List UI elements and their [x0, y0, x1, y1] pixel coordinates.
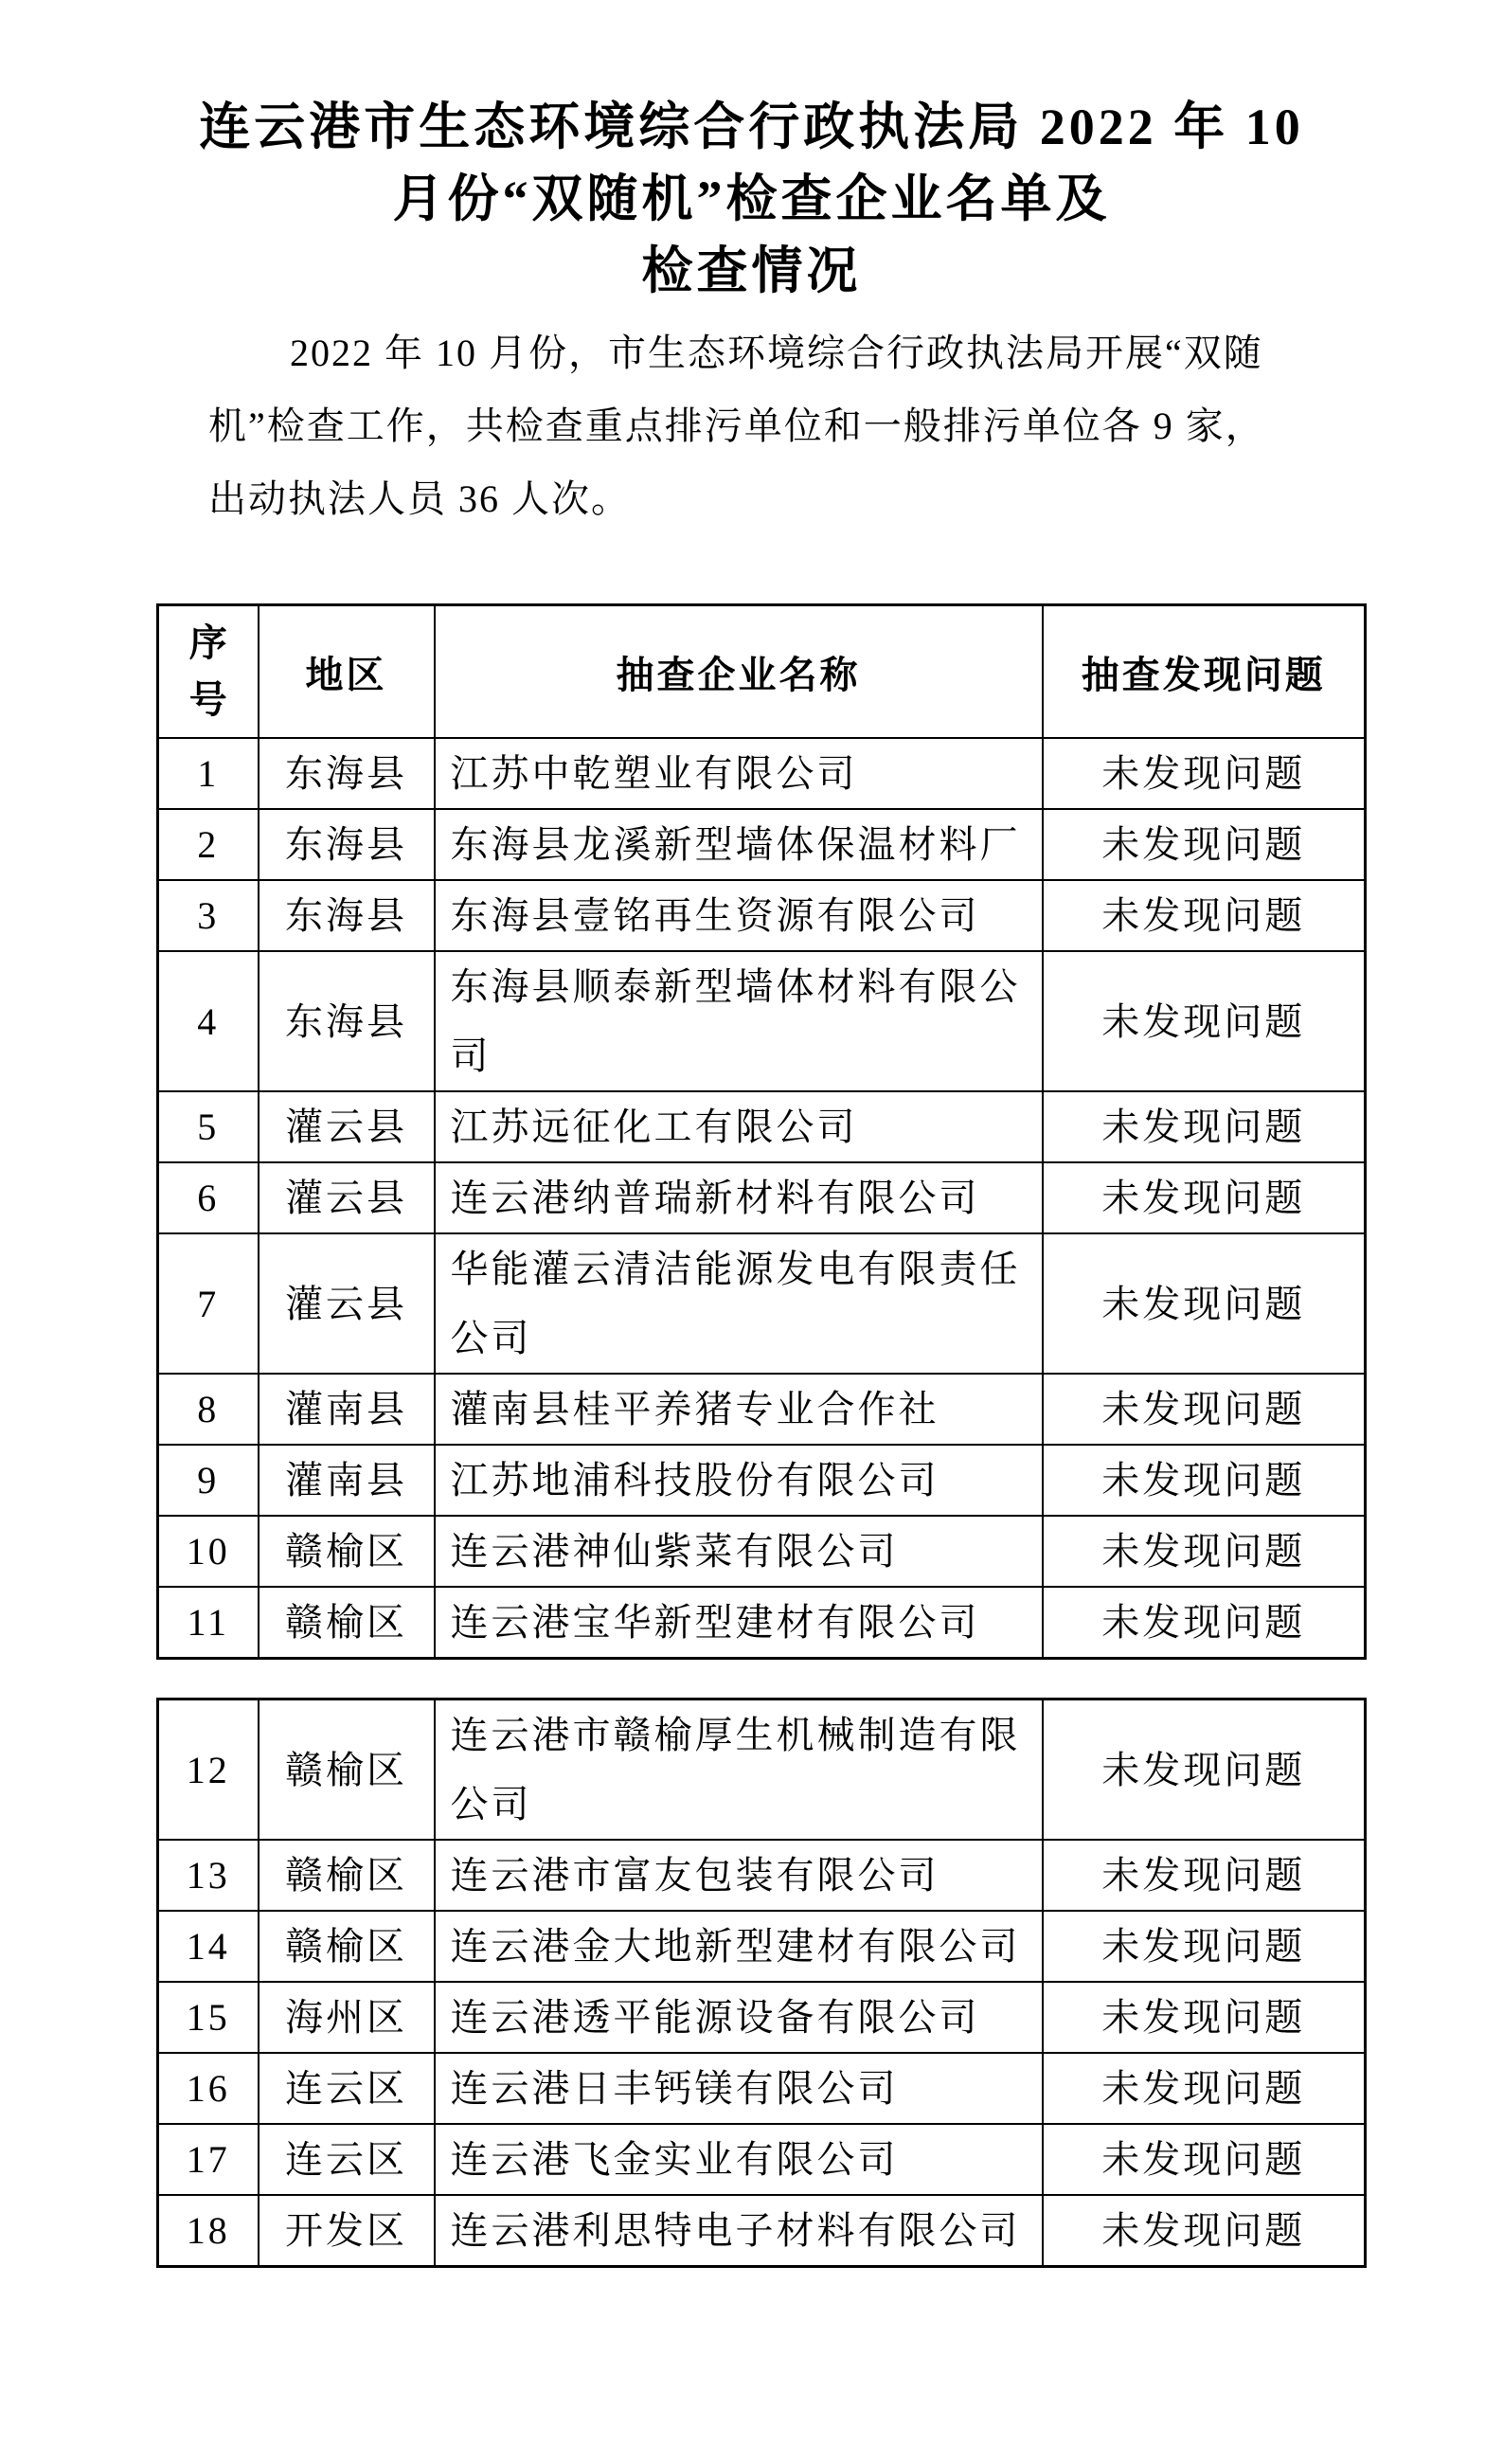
seq-cell: 4	[158, 951, 259, 1091]
issue-cell: 未发现问题	[1043, 951, 1366, 1091]
table-row	[158, 2124, 1366, 2195]
table-row	[158, 1445, 1366, 1516]
company-cell: 江苏地浦科技股份有限公司	[435, 1445, 1043, 1516]
table-row	[158, 1840, 1366, 1911]
region-cell: 连云区	[259, 2053, 435, 2124]
intro-paragraph	[208, 316, 1370, 535]
company-cell: 江苏远征化工有限公司	[435, 1091, 1043, 1162]
region-cell: 灌南县	[259, 1445, 435, 1516]
col-header-seq-label: 序号	[188, 622, 227, 721]
company-cell: 江苏中乾塑业有限公司	[435, 738, 1043, 809]
company-cell: 连云港神仙紫菜有限公司	[435, 1516, 1043, 1587]
issue-cell: 未发现问题	[1043, 1587, 1366, 1659]
company-cell: 连云港宝华新型建材有限公司	[435, 1587, 1043, 1659]
seq-cell: 8	[158, 1374, 259, 1445]
table-row	[158, 738, 1366, 809]
col-header-issues: 抽查发现问题	[1043, 605, 1366, 739]
document-page	[0, 91, 1503, 2464]
page-title	[57, 91, 1446, 307]
region-cell: 东海县	[259, 951, 435, 1091]
company-cell: 连云港金大地新型建材有限公司	[435, 1911, 1043, 1982]
company-cell: 东海县龙溪新型墙体保温材料厂	[435, 809, 1043, 880]
company-cell: 连云港市富友包装有限公司	[435, 1840, 1043, 1911]
seq-cell: 11	[158, 1587, 259, 1659]
issue-cell: 未发现问题	[1043, 2053, 1366, 2124]
table-row	[158, 2195, 1366, 2267]
table-row	[158, 880, 1366, 951]
issue-cell: 未发现问题	[1043, 809, 1366, 880]
issue-cell: 未发现问题	[1043, 2124, 1366, 2195]
seq-cell: 5	[158, 1091, 259, 1162]
region-cell: 灌云县	[259, 1233, 435, 1374]
region-cell: 东海县	[259, 880, 435, 951]
seq-cell: 6	[158, 1162, 259, 1233]
seq-cell: 16	[158, 2053, 259, 2124]
table-row	[158, 1516, 1366, 1587]
issue-cell: 未发现问题	[1043, 738, 1366, 809]
table-row	[158, 1982, 1366, 2053]
issue-cell: 未发现问题	[1043, 880, 1366, 951]
company-cell: 连云港飞金实业有限公司	[435, 2124, 1043, 2195]
col-header-region: 地区	[259, 605, 435, 739]
table-row	[158, 1587, 1366, 1659]
issue-cell: 未发现问题	[1043, 1700, 1366, 1841]
inspection-table-part2	[156, 1698, 1367, 2268]
seq-cell: 18	[158, 2195, 259, 2267]
seq-cell: 3	[158, 880, 259, 951]
region-cell: 赣榆区	[259, 1840, 435, 1911]
issue-cell: 未发现问题	[1043, 1091, 1366, 1162]
seq-cell: 14	[158, 1911, 259, 1982]
issue-cell: 未发现问题	[1043, 1516, 1366, 1587]
seq-cell: 17	[158, 2124, 259, 2195]
company-cell: 连云港纳普瑞新材料有限公司	[435, 1162, 1043, 1233]
intro-line-3: 出动执法人员 36 人次。	[208, 477, 631, 520]
seq-cell: 7	[158, 1233, 259, 1374]
table-row	[158, 1233, 1366, 1374]
issue-cell: 未发现问题	[1043, 2195, 1366, 2267]
region-cell: 灌南县	[259, 1374, 435, 1445]
issue-cell: 未发现问题	[1043, 1911, 1366, 1982]
company-cell: 灌南县桂平养猪专业合作社	[435, 1374, 1043, 1445]
company-cell: 东海县顺泰新型墙体材料有限公司	[435, 951, 1043, 1091]
region-cell: 东海县	[259, 738, 435, 809]
company-cell: 连云港利思特电子材料有限公司	[435, 2195, 1043, 2267]
region-cell: 灌云县	[259, 1162, 435, 1233]
table-row	[158, 1162, 1366, 1233]
company-cell: 华能灌云清洁能源发电有限责任公司	[435, 1233, 1043, 1374]
issue-cell: 未发现问题	[1043, 1445, 1366, 1516]
seq-cell: 10	[158, 1516, 259, 1587]
company-cell: 东海县壹铭再生资源有限公司	[435, 880, 1043, 951]
col-header-company: 抽查企业名称	[435, 605, 1043, 739]
title-line-1: 连云港市生态环境综合行政执法局 2022 年 10	[199, 99, 1304, 155]
company-cell: 连云港日丰钙镁有限公司	[435, 2053, 1043, 2124]
region-cell: 东海县	[259, 809, 435, 880]
table-header-row	[158, 605, 1366, 739]
company-cell: 连云港市赣榆厚生机械制造有限公司	[435, 1700, 1043, 1841]
intro-line-2: 机”检查工作，共检查重点排污单位和一般排污单位各 9 家，	[208, 405, 1265, 447]
region-cell: 海州区	[259, 1982, 435, 2053]
seq-cell: 15	[158, 1982, 259, 2053]
title-line-2: 月份“双随机”检查企业名单及	[392, 171, 1111, 227]
table-row	[158, 1091, 1366, 1162]
region-cell: 连云区	[259, 2124, 435, 2195]
region-cell: 赣榆区	[259, 1587, 435, 1659]
region-cell: 灌云县	[259, 1091, 435, 1162]
issue-cell: 未发现问题	[1043, 1982, 1366, 2053]
table-row	[158, 1374, 1366, 1445]
seq-cell: 2	[158, 809, 259, 880]
inspection-table-part1	[156, 603, 1367, 1660]
issue-cell: 未发现问题	[1043, 1162, 1366, 1233]
title-line-3: 检查情况	[641, 243, 862, 299]
region-cell: 赣榆区	[259, 1911, 435, 1982]
issue-cell: 未发现问题	[1043, 1840, 1366, 1911]
seq-cell: 13	[158, 1840, 259, 1911]
seq-cell: 9	[158, 1445, 259, 1516]
seq-cell: 12	[158, 1700, 259, 1841]
region-cell: 开发区	[259, 2195, 435, 2267]
table-row	[158, 809, 1366, 880]
seq-cell: 1	[158, 738, 259, 809]
region-cell: 赣榆区	[259, 1700, 435, 1841]
company-cell: 连云港透平能源设备有限公司	[435, 1982, 1043, 2053]
table-row	[158, 1911, 1366, 1982]
issue-cell: 未发现问题	[1043, 1233, 1366, 1374]
intro-line-1: 2022 年 10 月份，市生态环境综合行政执法局开展“双随	[290, 332, 1263, 374]
region-cell: 赣榆区	[259, 1516, 435, 1587]
table-row	[158, 2053, 1366, 2124]
table-row	[158, 1700, 1366, 1841]
issue-cell: 未发现问题	[1043, 1374, 1366, 1445]
col-header-seq	[158, 605, 259, 739]
table-row	[158, 951, 1366, 1091]
